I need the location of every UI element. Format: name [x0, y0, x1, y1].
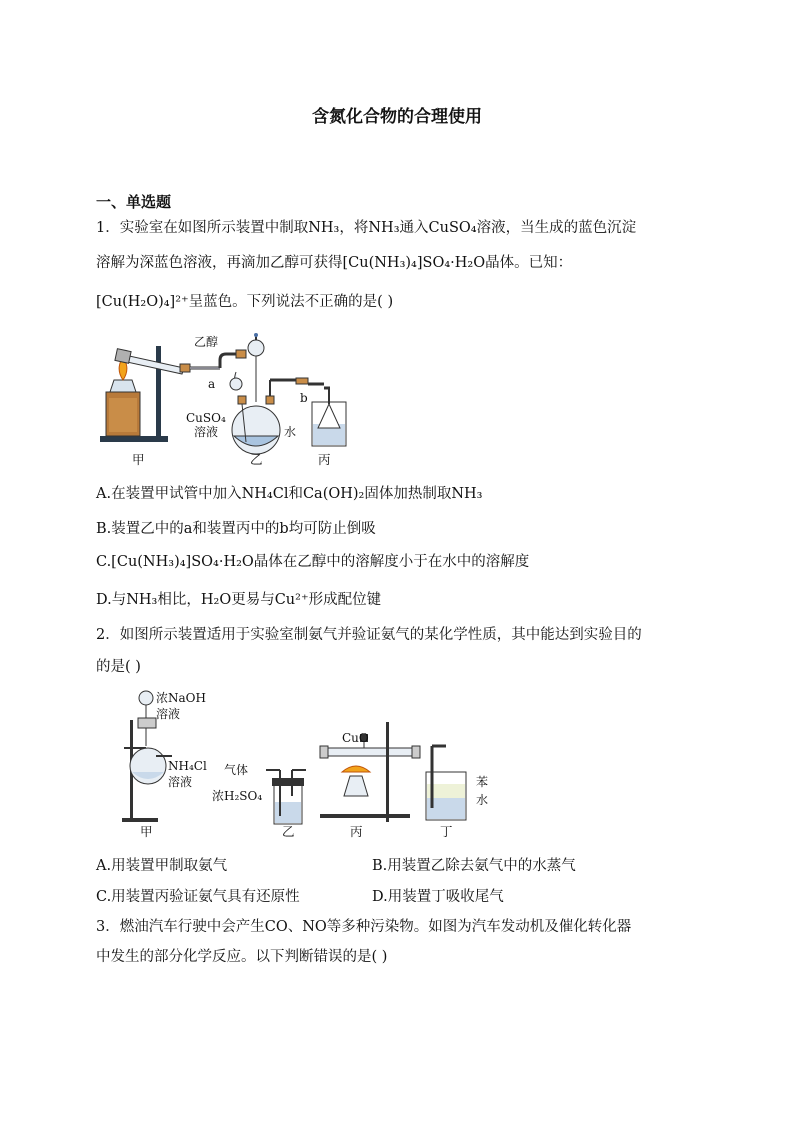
benzene-label: 苯 — [476, 775, 489, 789]
q1-stem-line-3: [Cu(H₂O)₄]²⁺呈蓝色。下列说法不正确的是( ) — [96, 294, 394, 310]
figure-label-bing: 丙 — [318, 452, 331, 467]
q1-stem-line-2: 溶解为深蓝色溶液，再滴加乙醇可获得[Cu(NH₃)₄]SO₄·H₂O晶体。已知： — [96, 255, 573, 271]
figure-label-yi-2: 乙 — [282, 824, 295, 839]
figure-label-yi: 乙 — [250, 452, 263, 467]
q2-option-a: A.用装置甲制取氨气 — [96, 858, 228, 874]
naoh-label: 浓NaOH — [156, 691, 206, 705]
water-label-2: 水 — [476, 793, 489, 807]
document-title: 含氮化合物的合理使用 — [312, 107, 482, 127]
q3-stem-line-2: 中发生的部分化学反应。以下判断错误的是( ) — [96, 949, 388, 965]
q1-option-b: B.装置乙中的a和装置丙中的b均可防止倒吸 — [96, 521, 376, 537]
q2-stem-line-2: 的是( ) — [96, 659, 141, 675]
section-heading: 一、单选题 — [96, 193, 172, 211]
water-label: 水 — [284, 425, 297, 439]
ethanol-label: 乙醇 — [194, 335, 219, 349]
q1-option-a: A.在装置甲试管中加入NH₄Cl和Ca(OH)₂固体加热制取NH₃ — [96, 486, 483, 502]
q2-apparatus-figure — [116, 686, 516, 842]
cuo-label: CuO — [342, 731, 369, 745]
apparatus-bing-2 — [320, 722, 420, 822]
nh4cl-solution-label: 溶液 — [168, 775, 193, 789]
nh4cl-label: NH₄Cl — [168, 759, 207, 773]
apparatus-yi-2 — [266, 770, 306, 824]
q1-option-c: C.[Cu(NH₃)₄]SO₄·H₂O晶体在乙醇中的溶解度小于在水中的溶解度 — [96, 554, 530, 570]
apparatus-ding — [426, 746, 466, 820]
q3-stem-line-1: 3．燃油汽车行驶中会产生CO、NO等多种污染物。如图为汽车发动机及催化转化器 — [96, 919, 632, 935]
naoh-solution-label: 溶液 — [156, 707, 181, 721]
figure-label-ding: 丁 — [440, 824, 453, 839]
tube-a-label: a — [208, 377, 216, 391]
cuso4-solution-label: 溶液 — [194, 425, 219, 439]
gas-label: 气体 — [224, 763, 249, 777]
figure-label-jia-2: 甲 — [140, 824, 153, 839]
q2-option-c: C.用装置丙验证氨气具有还原性 — [96, 889, 300, 905]
q2-stem-line-1: 2．如图所示装置适用于实验室制氨气并验证氨气的某化学性质，其中能达到实验目的 — [96, 627, 642, 643]
q2-option-d: D.用装置丁吸收尾气 — [372, 889, 504, 905]
h2so4-label: 浓H₂SO₄ — [212, 789, 263, 803]
q1-stem-line-1: 1．实验室在如图所示装置中制取NH₃，将NH₃通入CuSO₄溶液，当生成的蓝色沉淀 — [96, 220, 637, 236]
apparatus-bing — [308, 384, 346, 446]
figure-label-bing-2: 丙 — [350, 824, 363, 839]
tube-b-label: b — [300, 391, 308, 405]
q1-apparatus-figure — [96, 332, 386, 472]
q1-option-d: D.与NH₃相比，H₂O更易与Cu²⁺形成配位键 — [96, 592, 382, 608]
figure-label-jia: 甲 — [132, 452, 145, 467]
q2-option-b: B.用装置乙除去氨气中的水蒸气 — [372, 858, 576, 874]
cuso4-label: CuSO₄ — [186, 411, 226, 425]
